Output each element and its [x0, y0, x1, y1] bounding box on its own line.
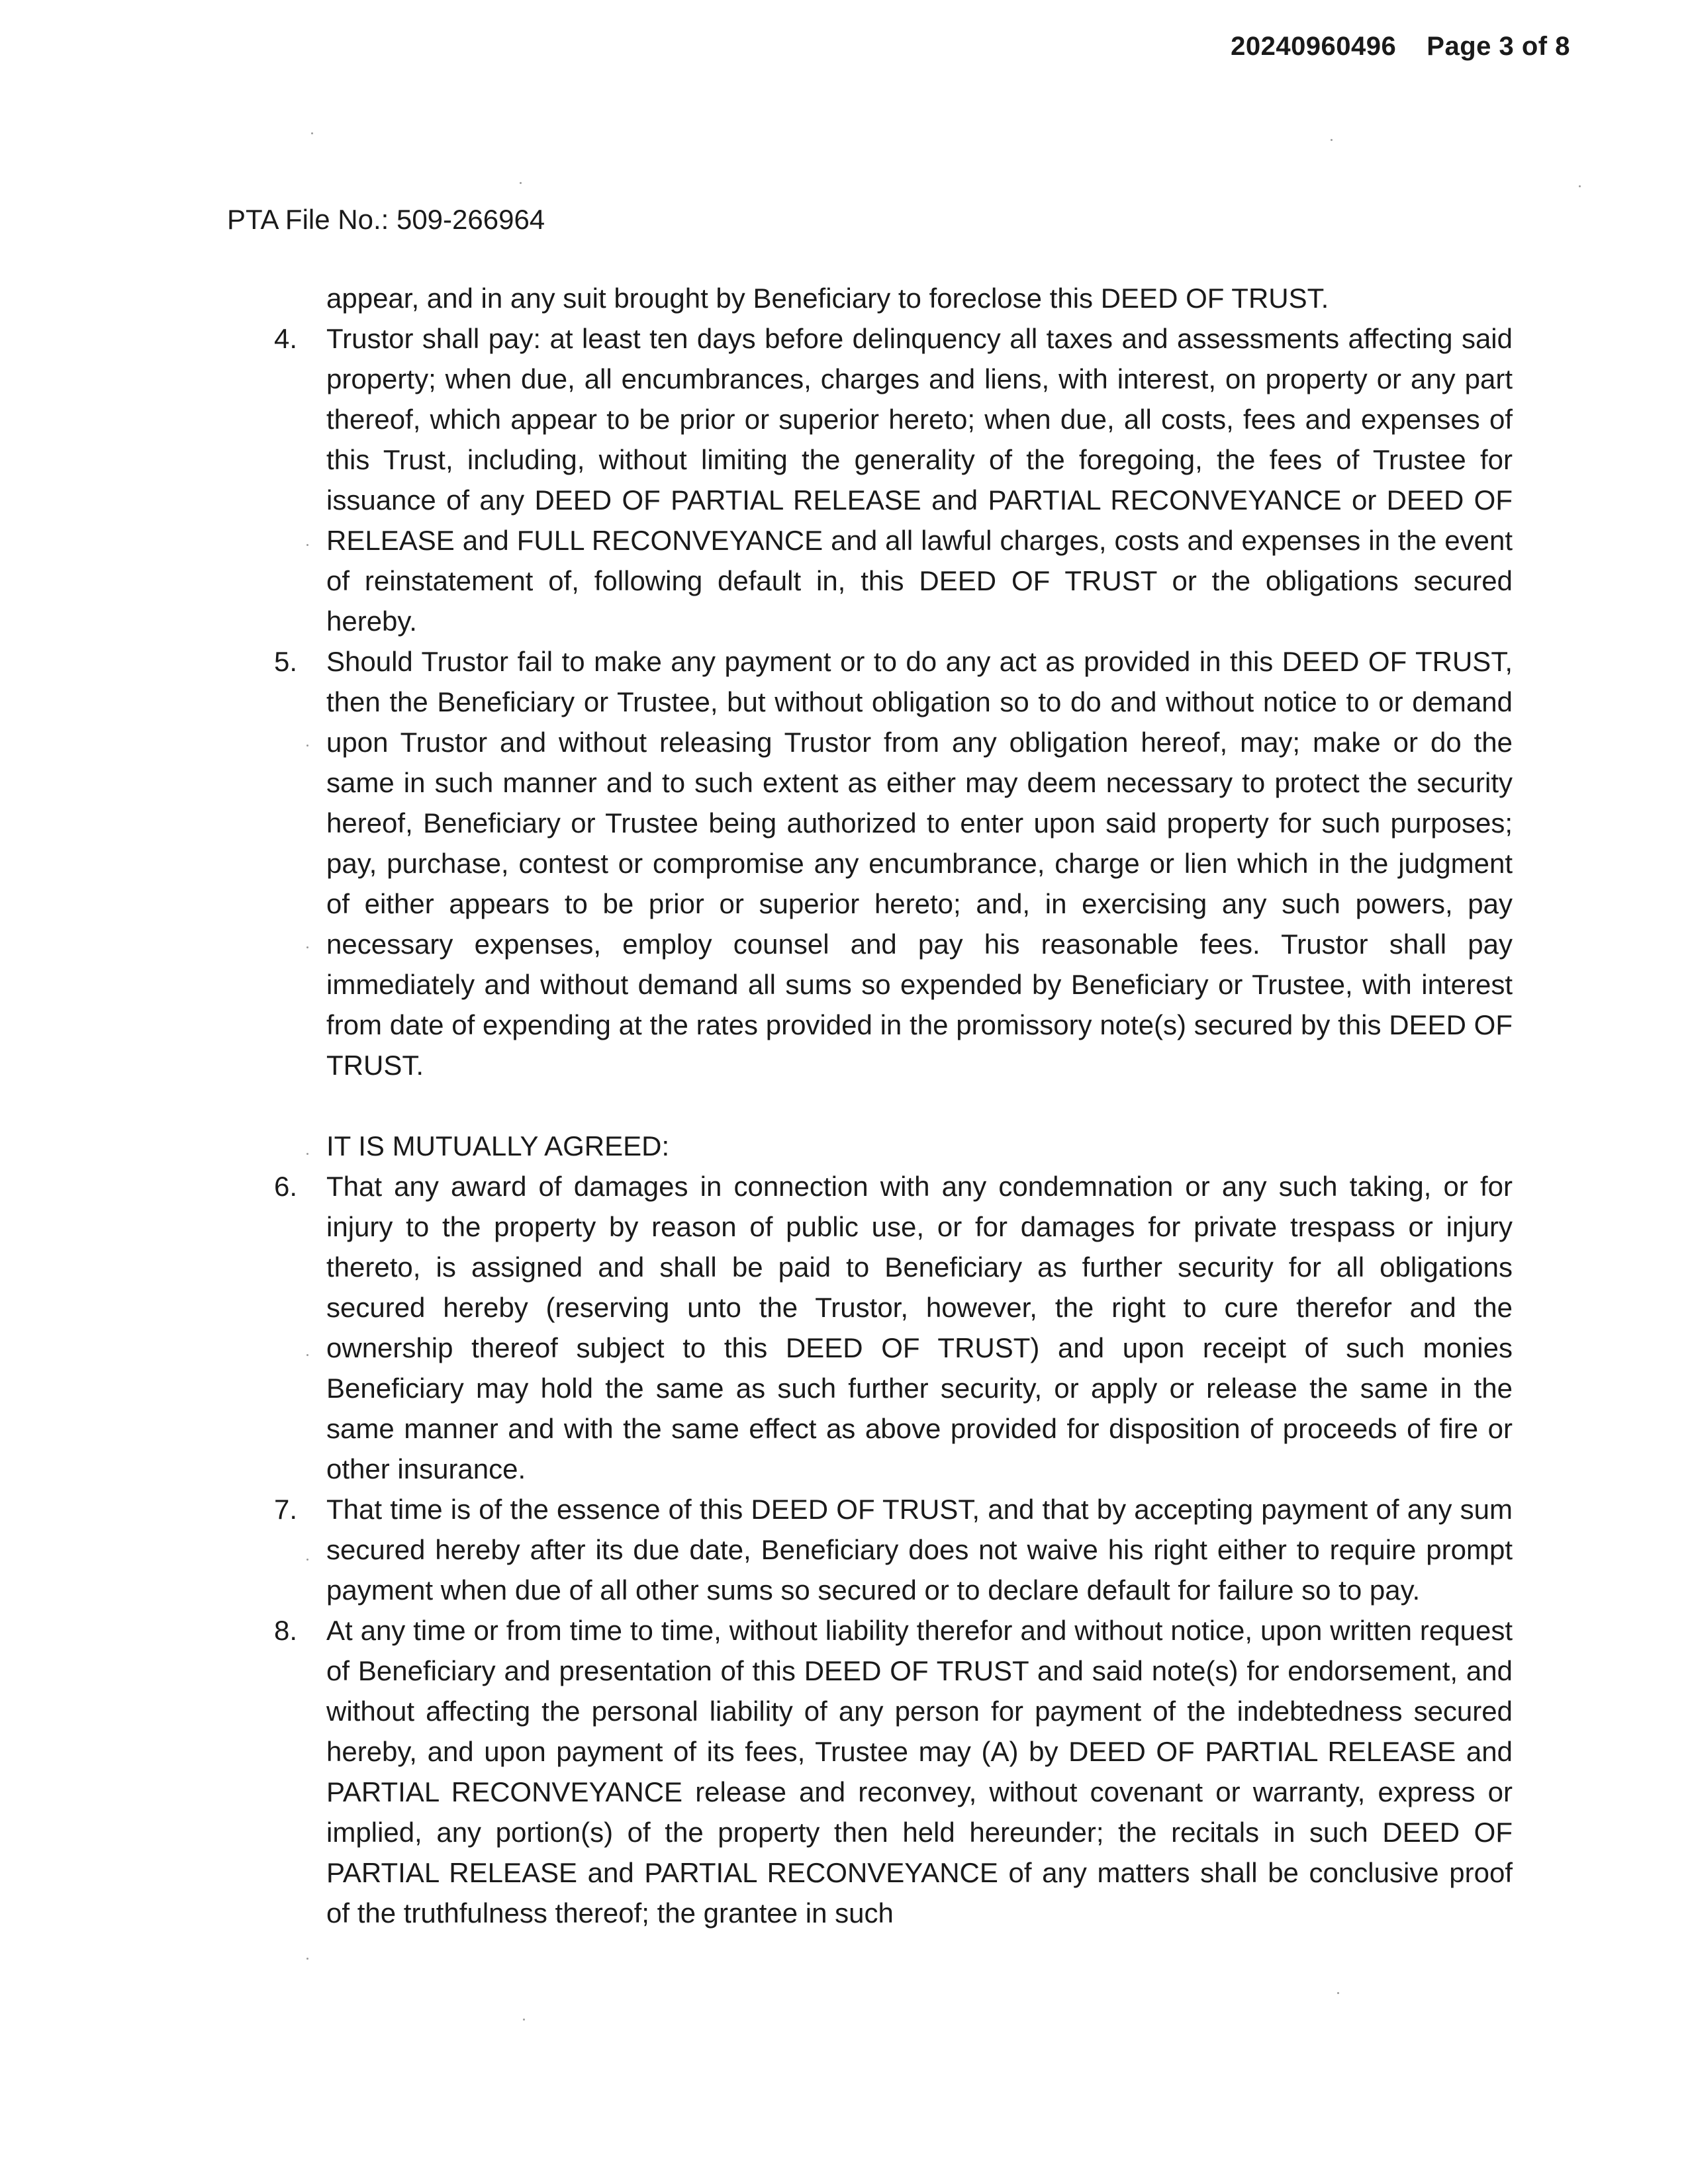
document-number: 20240960496: [1231, 32, 1397, 61]
list-item: [274, 1489, 1513, 1610]
page-header: [1231, 32, 1570, 62]
file-reference: PTA File No.: 509-266964: [227, 204, 545, 235]
scan-speck: [1331, 139, 1333, 141]
scan-speck: [306, 1153, 308, 1155]
item-text: Trustor shall pay: at least ten days before delinquency all taxes and assessments affecting said property; when due, all encumbrances, charges and liens, with interest, on property or any part thereof, which appear to be prior or superior hereto; when due, all costs, fees and expenses of this Trust, including, without limiting the generality of the foregoing, the fees of Trustee for issuance of any DEED OF PARTIAL RELEASE and PARTIAL RECONVEYANCE or DEED OF RELEASE and FULL RECONVEYANCE and all lawful charges, costs and expenses in the event of reinstatement of, following default in, this DEED OF TRUST or the obligations secured hereby.: [326, 323, 1513, 637]
scan-speck: [1337, 1992, 1339, 1994]
list-item: [274, 1166, 1513, 1489]
item-text: That any award of damages in connection with any condemnation or any such taking, or for injury to the property by reason of public use, or for damages for private trespass or injury thereto, is assigned and shall be paid to Beneficiary as further security for all obligations secured hereby (reserving unto the Trustor, however, the right to cure therefor and the ownership thereof subject to this DEED OF TRUST) and upon receipt of such monies Beneficiary may hold the same as such further security, or apply or release the same in the same manner and with the same effect as above provided for disposition of proceeds of fire or other insurance.: [326, 1171, 1513, 1484]
scan-speck: [306, 1958, 308, 1960]
scan-speck: [306, 1559, 308, 1561]
item-number: 5.: [274, 646, 298, 677]
scan-speck: [1579, 185, 1581, 187]
list-item: [274, 318, 1513, 641]
scan-speck: [306, 544, 308, 546]
item-number: 8.: [274, 1615, 298, 1646]
scan-speck: [306, 1354, 308, 1356]
scan-speck: [306, 946, 308, 948]
item-number: 4.: [274, 323, 298, 354]
item-number: 6.: [274, 1171, 298, 1202]
item-text: Should Trustor fail to make any payment or to do any act as provided in this DEED OF TRUST, then the Beneficiary or Trustee, but without obligation so to do and without notice to or demand upon Trustor and without releasing Trustor from any obligation hereof, may; make or do the same in such manner and to such extent as either may deem necessary to protect the security hereof, Beneficiary or Trustee being authorized to enter upon said property for such purposes; pay, purchase, contest or compromise any encumbrance, charge or lien which in the judgment of either appears to be prior or superior hereto; and, in exercising any such powers, pay necessary expenses, employ counsel and pay his reasonable fees. Trustor shall pay immediately and without demand all sums so expended by Beneficiary or Trustee, with interest from date of expending at the rates provided in the promissory note(s) secured by this DEED OF TRUST.: [326, 646, 1513, 1081]
item-text: At any time or from time to time, without liability therefor and without notice, upon written request of Beneficiary and presentation of this DEED OF TRUST and said note(s) for endorsement, and without affecting the personal liability of any person for payment of the indebtedness secured hereby, and upon payment of its fees, Trustee may (A) by DEED OF PARTIAL RELEASE and PARTIAL RECONVEYANCE release and reconvey, without covenant or warranty, express or implied, any portion(s) of the property then held hereunder; the recitals in such DEED OF PARTIAL RELEASE and PARTIAL RECONVEYANCE of any matters shall be conclusive proof of the truthfulness thereof; the grantee in such: [326, 1615, 1513, 1929]
document-body: [274, 278, 1513, 1933]
list-item: [274, 1610, 1513, 1933]
page-number: Page 3 of 8: [1427, 32, 1570, 61]
scan-speck: [520, 182, 522, 184]
continuation-paragraph: appear, and in any suit brought by Beneficiary to foreclose this DEED OF TRUST.: [326, 283, 1329, 314]
scan-speck: [523, 2019, 525, 2021]
scan-speck: [306, 745, 308, 747]
numbered-list-part1: [274, 318, 1513, 1085]
item-text: That time is of the essence of this DEED OF TRUST, and that by accepting payment of any sum secured hereby after its due date, Beneficiary does not waive his right either to require prompt payment when due of all other sums so secured or to declare default for failure so to pay.: [326, 1494, 1513, 1606]
section-heading: IT IS MUTUALLY AGREED:: [326, 1130, 670, 1161]
scan-speck: [311, 132, 313, 134]
list-item: [274, 641, 1513, 1085]
numbered-list-part2: [274, 1166, 1513, 1933]
item-number: 7.: [274, 1494, 298, 1525]
